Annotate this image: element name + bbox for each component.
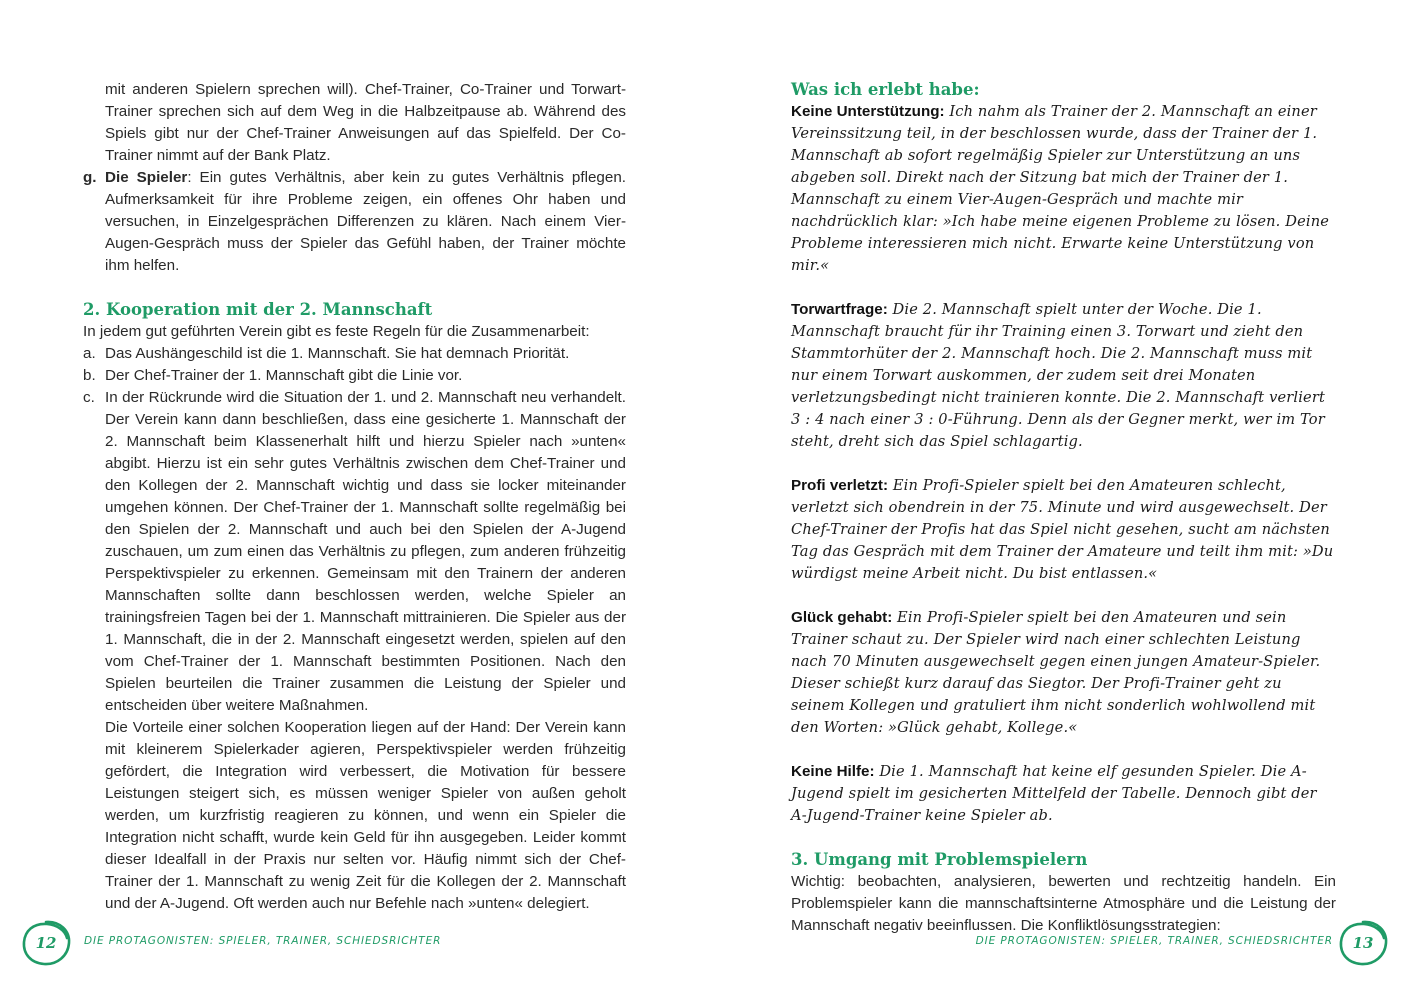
story-profi-verletzt <box>791 475 1336 585</box>
story-keine-unterstuetzung <box>791 101 1336 277</box>
list-item-text: Die Spieler: Ein gutes Verhältnis, aber kein zu gutes Verhältnis pflegen. Aufmerksamkeit für ihre Probleme zeigen, ein offenes Ohr haben und versuchen, in Einzelgesprächen Differenzen zu klären. Nach einem Vier-Augen-Gespräch muss der Spieler das Gefühl haben, der Trainer möchte ihm helfen. <box>105 169 626 274</box>
right-page <box>709 0 1417 1000</box>
story-label: Keine Unterstützung: <box>791 103 945 120</box>
page-number: 13 <box>1352 934 1374 952</box>
story-text: Ein Profi-Spieler spielt bei den Amateuren schlecht, verletzt sich obendrein in der 75. Minute und wird ausgewechselt. Der Chef-Trainer der Profis hat das Spiel nicht gesehen, sucht am nächsten Tag das Gespräch mit dem Trainer der Amateure und teilt ihm mit: »Du würdigst meine Arbeit nicht. Du bist entlassen.« <box>791 477 1334 582</box>
story-torwartfrage <box>791 299 1336 453</box>
running-head: DIE PROTAGONISTEN: SPIELER, TRAINER, SCHIEDSRICHTER <box>84 935 442 947</box>
section-heading-3: 3. Umgang mit Problemspielern <box>791 850 1088 869</box>
list-marker: b. <box>83 367 96 384</box>
left-page <box>0 0 708 1000</box>
section-3-paragraph: Wichtig: beobachten, analysieren, bewerten und rechtzeitig handeln. Ein Problemspieler kann die mannschaftsinterne Atmosphäre und die Leistung der Mannschaft negativ beeinflussen. Die Konfliktlösungsstrategien: <box>791 873 1336 934</box>
page-number: 12 <box>35 934 57 952</box>
story-label: Glück gehabt: <box>791 609 893 626</box>
list-item-b <box>83 365 626 387</box>
section-heading-2: 2. Kooperation mit der 2. Mannschaft <box>83 300 433 319</box>
list-marker: a. <box>83 345 96 362</box>
advantages-paragraph: Die Vorteile einer solchen Kooperation liegen auf der Hand: Der Verein kann mit kleinerem Spielerkader agieren, Perspektivspieler werden frühzeitig gefördert, die Integration wird verbessert, die Motivation für bessere Leistungen steigert sich, es müssen weniger Spieler von außen geholt werden, um kurzfristig reagieren zu können, und wenn ein Spieler die Integration nicht schafft, wurde kein Geld für ihn ausgegeben. Leider kommt dieser Idealfall in der Praxis nur selten vor. Häufig nimmt sich der Chef-Trainer der 1. Mannschaft zu wenig Zeit für die Kollegen der 2. Mannschaft und der A-Jugend. Oft werden auch nur Befehle nach »unten« delegiert. <box>105 719 626 912</box>
list-item-text: In der Rückrunde wird die Situation der 1. und 2. Mannschaft neu verhandelt. Der Verein kann dann beschließen, dass eine gesicherte 1. Mannschaft der 2. Mannschaft beim Klassenerhalt hilft und hierzu Spieler nach »unten« abgibt. Hierzu ist ein sehr gutes Verhältnis zwischen dem Chef-Trainer und den Kollegen der 2. Mannschaft wichtig und dass sie locker miteinander umgehen können. Der Chef-Trainer der 1. Mannschaft sollte regelmäßig bei den Spielen der 2. Mannschaft und auch bei den Spielen der A-Jugend zuschauen, um zum einen das Verhältnis zu pflegen, zum anderen frühzeitig Perspektivspieler zu erkennen. Gemeinsam mit den Trainern der anderen Mannschaften sollte dann beschlossen werden, welche Spieler an trainingsfreien Tagen bei der 1. Mannschaft mittrainieren. Die Spieler aus der 1. Mannschaft, die in der 2. Mannschaft eingesetzt werden, spielen auf den vom Chef-Trainer der 1. Mannschaft bestimmten Positionen. Nach den Spielen beurteilen die Trainer zusammen die Leistung der Spieler und entscheiden über weitere Maßnahmen. <box>105 389 626 714</box>
story-keine-hilfe <box>791 761 1336 827</box>
continued-paragraph: mit anderen Spielern sprechen will). Chef-Trainer, Co-Trainer und Torwart-Trainer sprechen sich auf dem Weg in die Halbzeitpause ab. Während des Spiels gibt nur der Chef-Trainer Anweisungen auf das Spielfeld. Der Co-Trainer nimmt auf der Bank Platz. <box>105 81 626 164</box>
list-item-g <box>83 167 626 277</box>
right-footer <box>709 918 1417 968</box>
list-marker: g. <box>83 169 97 186</box>
list-marker: c. <box>83 389 95 406</box>
list-item-text: Der Chef-Trainer der 1. Mannschaft gibt die Linie vor. <box>105 367 463 384</box>
page-number-badge <box>1337 918 1389 968</box>
story-text: Die 2. Mannschaft spielt unter der Woche. Die 1. Mannschaft braucht für ihr Training einen 3. Torwart und zieht den Stammtorhüter der 2. Mannschaft hoch. Die 2. Mannschaft muss mit nur einem Torwart auskommen, der zudem seit drei Monaten verletzungsbedingt nicht trainieren konnte. Die 2. Mannschaft verliert 3 : 4 nach einer 3 : 0-Führung. Denn als der Gegner merkt, wer im Tor steht, dreht sich das Spiel schlagartig. <box>791 301 1325 450</box>
right-text-column <box>791 79 1336 937</box>
running-head: DIE PROTAGONISTEN: SPIELER, TRAINER, SCHIEDSRICHTER <box>975 935 1333 947</box>
story-text: Ein Profi-Spieler spielt bei den Amateuren und sein Trainer schaut zu. Der Spieler wird nach einer schlechten Leistung nach 70 Minuten ausgewechselt gegen einen jungen Amateur-Spieler. Dieser schießt kurz darauf das Siegtor. Der Profi-Trainer geht zu seinem Kollegen und gratuliert ihm nicht sonderlich wohlwollend mit den Worten: »Glück gehabt, Kollege.« <box>791 609 1321 736</box>
list-item-a <box>83 343 626 365</box>
page-number-badge <box>20 918 72 968</box>
left-footer <box>0 918 708 968</box>
list-item-text: Das Aushängeschild ist die 1. Mannschaft. Sie hat demnach Priorität. <box>105 345 570 362</box>
story-label: Torwartfrage: <box>791 301 888 318</box>
experience-heading: Was ich erlebt habe: <box>791 80 980 99</box>
story-glueck-gehabt <box>791 607 1336 739</box>
list-item-label: Die Spieler <box>105 169 188 186</box>
list-item-c <box>83 387 626 717</box>
story-label: Keine Hilfe: <box>791 763 875 780</box>
section-intro: In jedem gut geführten Verein gibt es feste Regeln für die Zusammenarbeit: <box>83 323 590 340</box>
story-label: Profi verletzt: <box>791 477 889 494</box>
left-text-column <box>83 79 626 915</box>
story-text: Ich nahm als Trainer der 2. Mannschaft an einer Vereinssitzung teil, in der beschlossen wurde, dass der Trainer der 1. Mannschaft ab sofort regelmäßig Spieler zur Unterstützung an uns abgeben soll. Direkt nach der Sitzung bat mich der Trainer der 1. Mannschaft zu einem Vier-Augen-Gespräch und machte mir nachdrücklich klar: »Ich habe meine eigenen Probleme zu lösen. Deine Probleme interessieren mich nicht. Erwarte keine Unterstützung von mir.« <box>791 103 1330 274</box>
story-text: Die 1. Mannschaft hat keine elf gesunden Spieler. Die A-Jugend spielt im gesicherten Mittelfeld der Tabelle. Dennoch gibt der A-Jugend-Trainer keine Spieler ab. <box>791 763 1317 824</box>
